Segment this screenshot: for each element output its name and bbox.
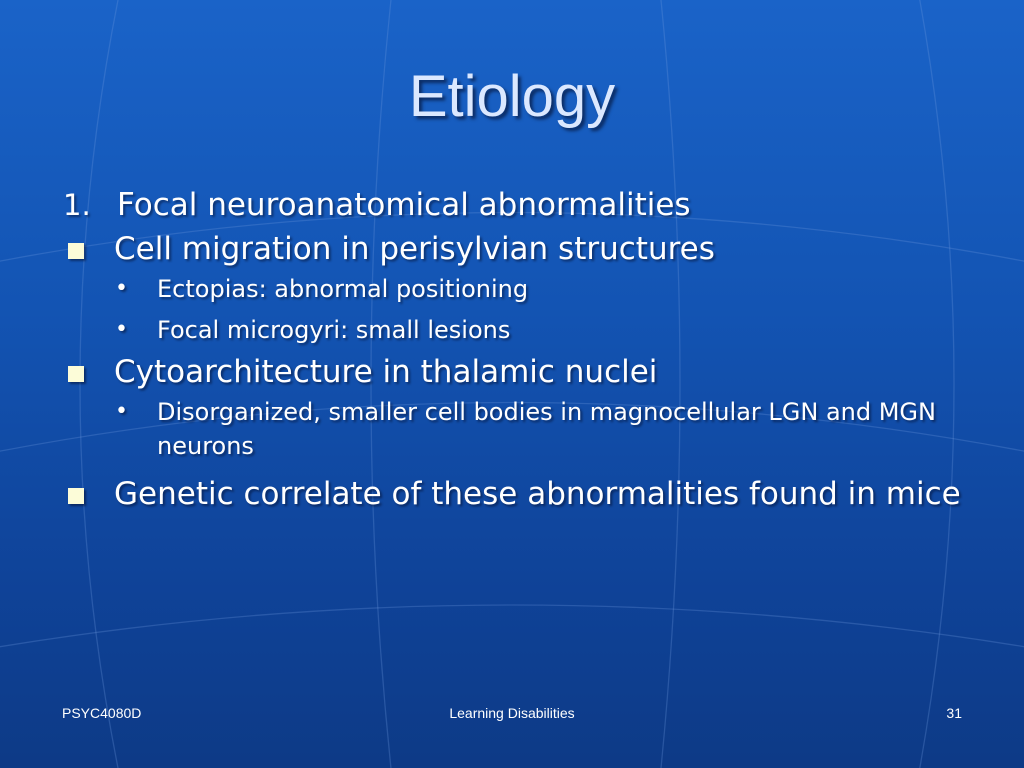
- square-bullet-icon: [68, 488, 84, 504]
- bullet-item: [60, 351, 980, 393]
- sub-bullet-item: [60, 313, 980, 347]
- bullet-marker: [60, 351, 114, 393]
- item-number: 1.: [63, 188, 91, 222]
- footer-course-code: PSYC4080D: [62, 705, 142, 721]
- slide-body: [60, 184, 980, 515]
- dot-bullet-icon: •: [115, 317, 128, 342]
- item-text: Focal microgyri: small lesions: [157, 316, 511, 344]
- numbered-item: [60, 184, 980, 226]
- sub-bullet-item: [60, 395, 980, 463]
- square-bullet-icon: [68, 243, 84, 259]
- item-text: Ectopias: abnormal positioning: [157, 275, 529, 303]
- dot-bullet-icon: •: [115, 276, 128, 301]
- item-text: Cell migration in perisylvian structures: [114, 231, 715, 267]
- square-bullet-icon: [68, 366, 84, 382]
- slide-title: Etiology: [408, 64, 616, 129]
- dot-bullet-icon: •: [115, 399, 128, 424]
- footer-slide-number: 31: [946, 705, 962, 721]
- item-text: Cytoarchitecture in thalamic nuclei: [114, 354, 658, 390]
- footer-title: Learning Disabilities: [449, 705, 575, 721]
- item-text: Genetic correlate of these abnormalities found in mice: [114, 476, 961, 512]
- bullet-item: [60, 473, 980, 515]
- item-text: Focal neuroanatomical abnormalities: [117, 187, 691, 223]
- bullet-item: [60, 228, 980, 270]
- sub-bullet-item: [60, 272, 980, 306]
- bullet-marker: [60, 228, 114, 270]
- bullet-marker: [60, 473, 114, 515]
- item-text: Disorganized, smaller cell bodies in magnocellular LGN and MGN neurons: [157, 398, 936, 460]
